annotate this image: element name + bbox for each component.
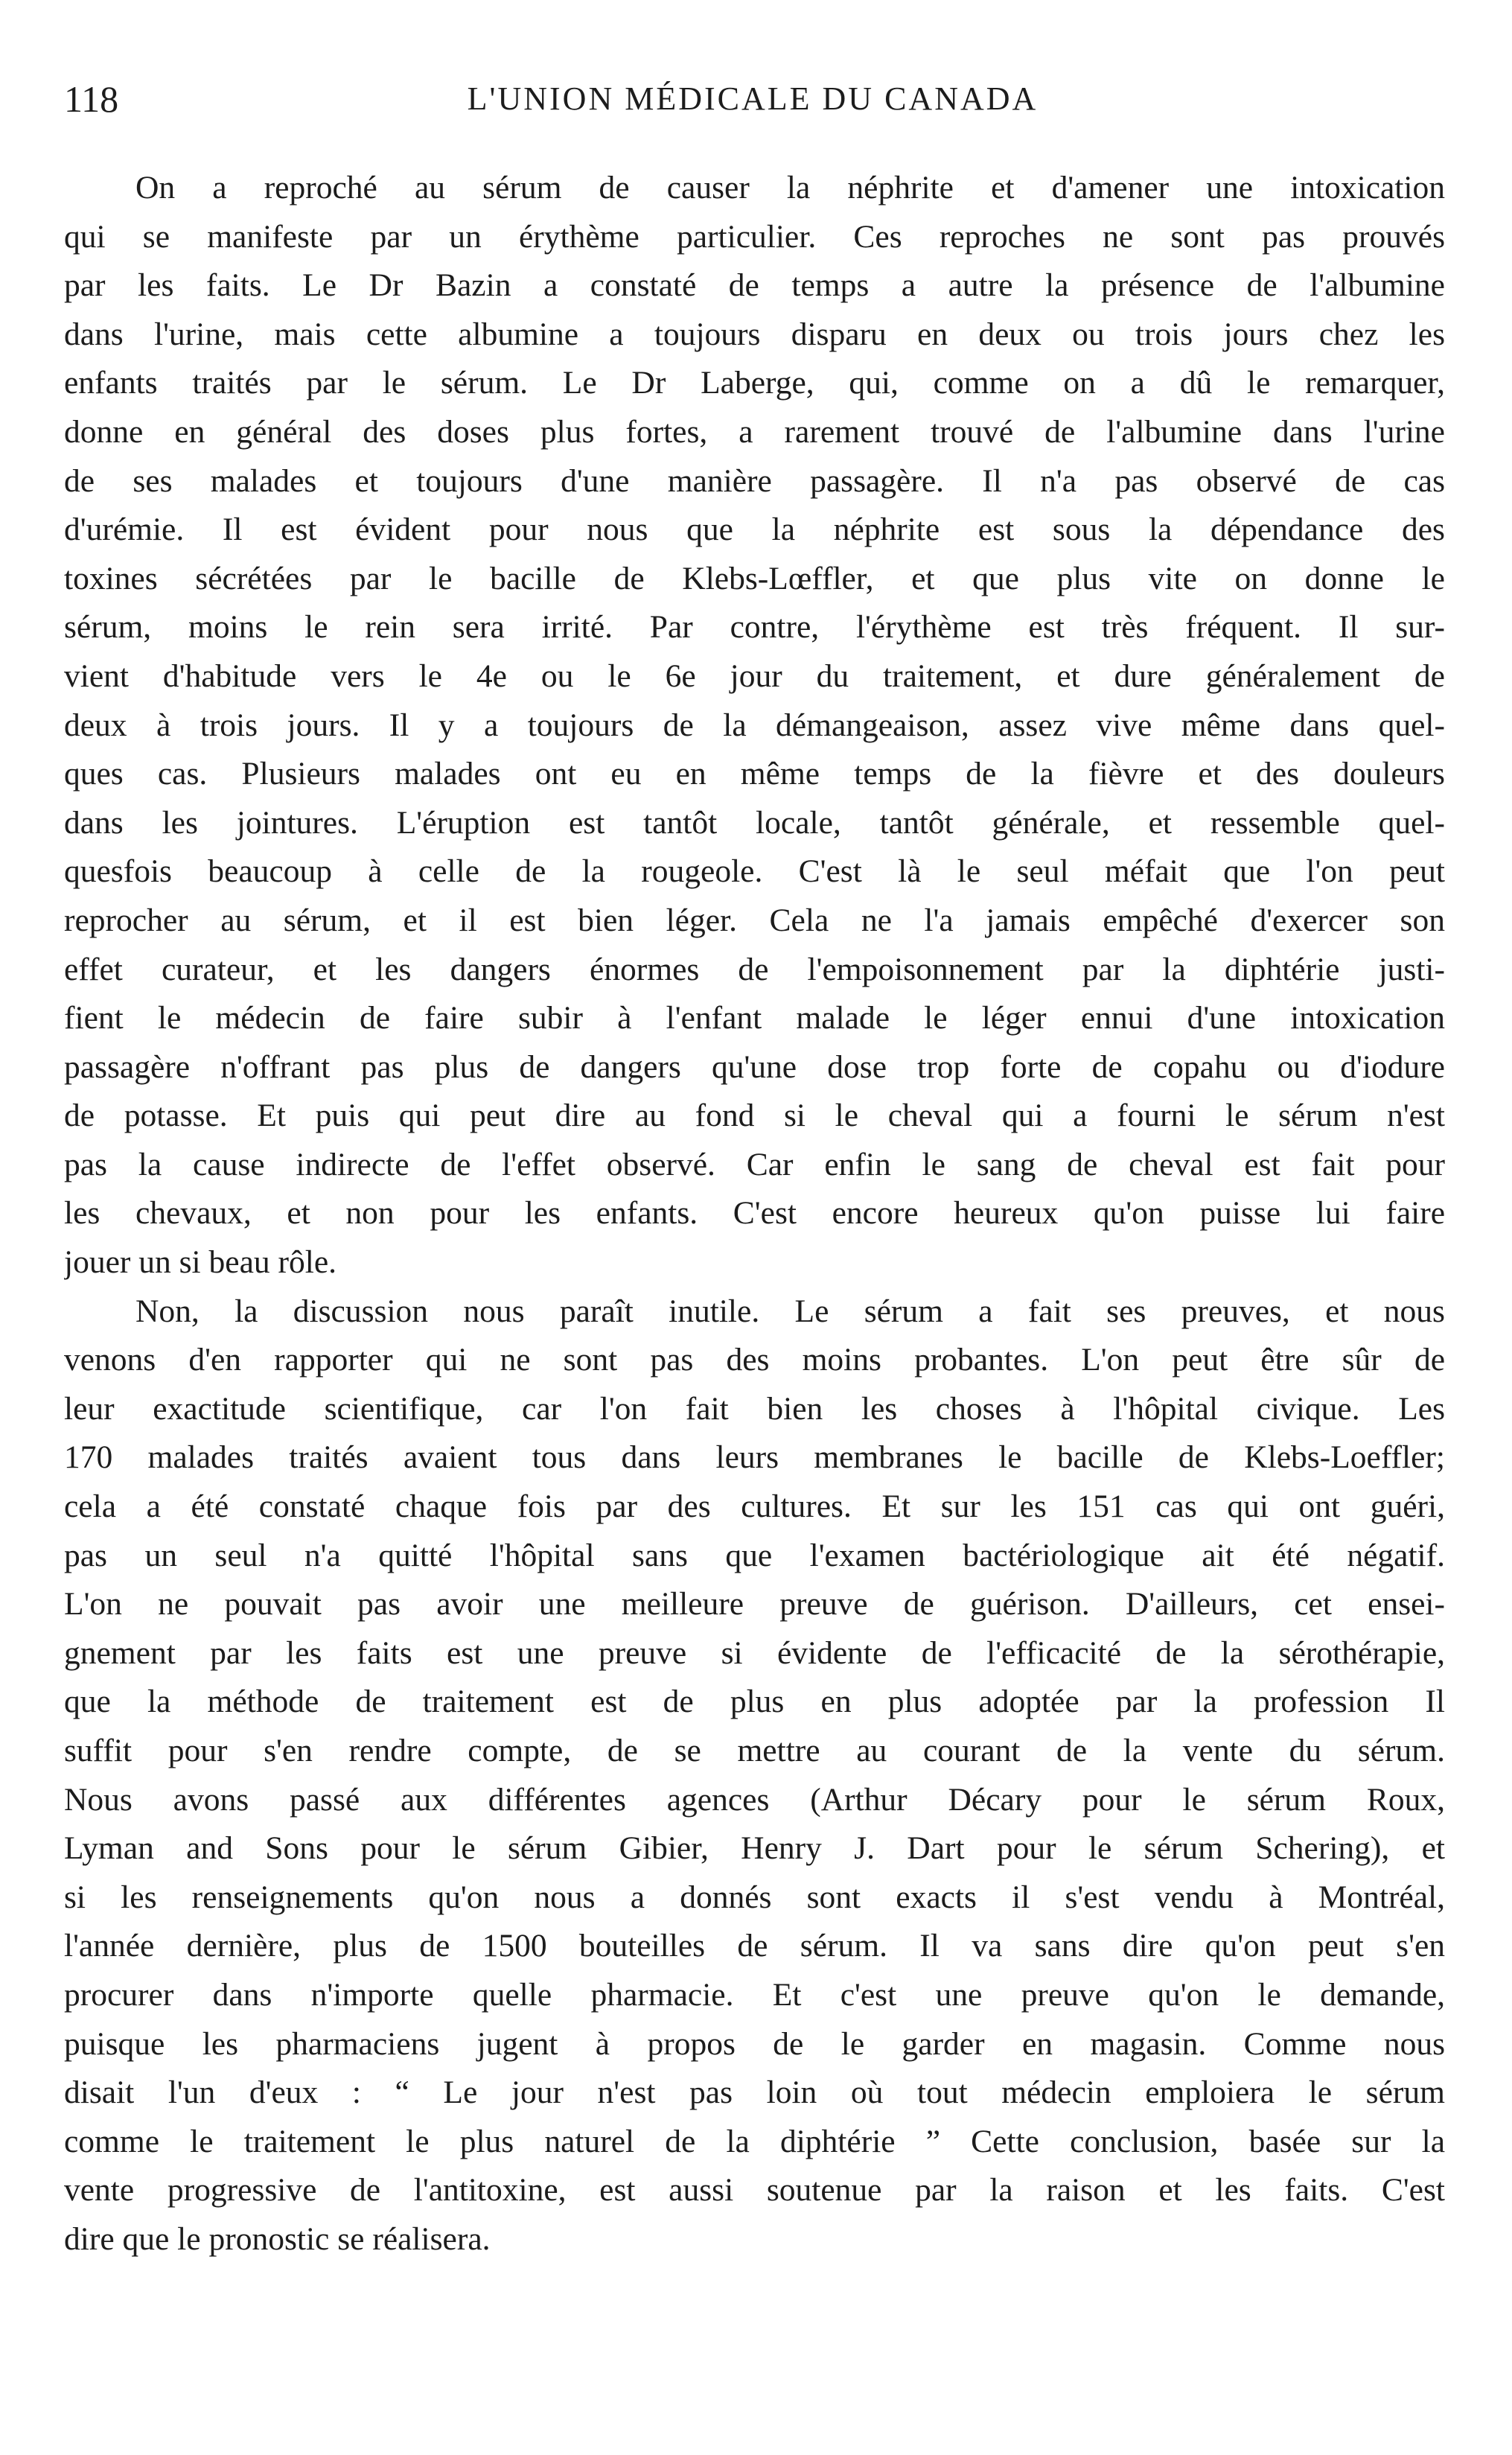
text-line: comme le traitement le plus naturel de la diphtérie ” Cette conclusion, basée sur la — [64, 2123, 1445, 2159]
text-line: Non, la discussion nous paraît inutile. Le sérum a fait ses preuves, et nous — [135, 1293, 1445, 1329]
text-line: quesfois beaucoup à celle de la rougeole. C'est là le seul méfait que l'on peut — [64, 853, 1445, 890]
text-line: pas un seul n'a quitté l'hôpital sans que l'examen bactériologique ait été négatif. — [64, 1537, 1445, 1573]
text-line: l'année dernière, plus de 1500 bouteilles de sérum. Il va sans dire qu'on peut s'en — [64, 1928, 1445, 1964]
text-line: On a reproché au sérum de causer la néphrite et d'amener une intoxication — [135, 170, 1445, 206]
text-line: procurer dans n'importe quelle pharmacie. Et c'est une preuve qu'on le demande, — [64, 1976, 1445, 2013]
text-line: ques cas. Plusieurs malades ont eu en même temps de la fièvre et des douleurs — [64, 756, 1445, 792]
text-line: que la méthode de traitement est de plus en plus adoptée par la profession Il — [64, 1684, 1445, 1720]
text-line: disait l'un d'eux : “ Le jour n'est pas loin où tout médecin emploiera le sérum — [64, 2075, 1445, 2111]
text-line: cela a été constaté chaque fois par des cultures. Et sur les 151 cas qui ont guéri, — [64, 1488, 1445, 1525]
text-line: vient d'habitude vers le 4e ou le 6e jour du traitement, et dure généralement de — [64, 657, 1445, 694]
text-line: pas la cause indirecte de l'effet observé. Car enfin le sang de cheval est fait pour — [64, 1146, 1445, 1182]
text-line: passagère n'offrant pas plus de dangers qu'une dose trop forte de copahu ou d'iodure — [64, 1048, 1445, 1085]
text-line: 170 malades traités avaient tous dans leurs membranes le bacille de Klebs-Loeffler; — [64, 1439, 1445, 1476]
text-line: dans l'urine, mais cette albumine a toujours disparu en deux ou trois jours chez les — [64, 316, 1445, 352]
text-line: puisque les pharmaciens jugent à propos de le garder en magasin. Comme nous — [64, 2025, 1445, 2062]
text-line: les chevaux, et non pour les enfants. C'est encore heureux qu'on puisse lui faire — [64, 1195, 1445, 1232]
text-line: jouer un si beau rôle. — [64, 1244, 337, 1281]
text-line: donne en général des doses plus fortes, a rarement trouvé de l'albumine dans l'urine — [64, 413, 1445, 450]
text-line: par les faits. Le Dr Bazin a constaté de temps a autre la présence de l'albumine — [64, 267, 1445, 304]
text-line: toxines sécrétées par le bacille de Klebs-Lœffler, et que plus vite on donne le — [64, 560, 1445, 596]
text-line: suffit pour s'en rendre compte, de se mettre au courant de la vente du sérum. — [64, 1733, 1445, 1768]
text-line: enfants traités par le sérum. Le Dr Laberge, qui, comme on a dû le remarquer, — [64, 365, 1445, 401]
text-line: L'on ne pouvait pas avoir une meilleure preuve de guérison. D'ailleurs, cet ensei- — [64, 1586, 1445, 1623]
text-line: d'urémie. Il est évident pour nous que la néphrite est sous la dépendance des — [64, 512, 1445, 548]
text-line: Lyman and Sons pour le sérum Gibier, Henry J. Dart pour le sérum Schering), et — [64, 1830, 1445, 1867]
text-line: sérum, moins le rein sera irrité. Par contre, l'érythème est très fréquent. Il sur- — [64, 609, 1445, 646]
text-line: gnement par les faits est une preuve si évidente de l'efficacité de la sérothérapie, — [64, 1634, 1445, 1671]
text-line: fient le médecin de faire subir à l'enfant malade le léger ennui d'une intoxication — [64, 1000, 1445, 1037]
text-line: venons d'en rapporter qui ne sont pas des moins probantes. L'on peut être sûr de — [64, 1342, 1445, 1378]
text-line: de ses malades et toujours d'une manière passagère. Il n'a pas observé de cas — [64, 462, 1445, 499]
article-body — [64, 164, 1445, 2390]
text-line: leur exactitude scientifique, car l'on fait bien les choses à l'hôpital civique. Les — [64, 1390, 1445, 1427]
text-line: qui se manifeste par un érythème particulier. Ces reproches ne sont pas prouvés — [64, 218, 1445, 255]
paragraph — [64, 164, 1445, 1287]
page-number: 118 — [64, 78, 119, 120]
text-line: dans les jointures. L'éruption est tantôt locale, tantôt générale, et ressemble quel- — [64, 804, 1445, 841]
journal-title: L'UNION MÉDICALE DU CANADA — [467, 80, 1039, 117]
text-line: de potasse. Et puis qui peut dire au fond si le cheval qui a fourni le sérum n'est — [64, 1098, 1445, 1134]
text-line: dire que le pronostic se réalisera. — [64, 2220, 491, 2257]
text-line: deux à trois jours. Il y a toujours de la démangeaison, assez vive même dans quel- — [64, 707, 1445, 743]
text-line: effet curateur, et les dangers énormes de l'empoisonnement par la diphtérie justi- — [64, 951, 1445, 987]
text-line: vente progressive de l'antitoxine, est aussi soutenue par la raison et les faits. C'est — [64, 2172, 1445, 2209]
text-line: reprocher au sérum, et il est bien léger. Cela ne l'a jamais empêché d'exercer son — [64, 902, 1445, 938]
text-line: Nous avons passé aux différentes agences (Arthur Décary pour le sérum Roux, — [64, 1781, 1445, 1818]
text-line: si les renseignements qu'on nous a donnés sont exacts il s'est vendu à Montréal, — [64, 1879, 1445, 1915]
running-header — [64, 73, 1441, 125]
paragraph — [64, 1287, 1445, 2264]
